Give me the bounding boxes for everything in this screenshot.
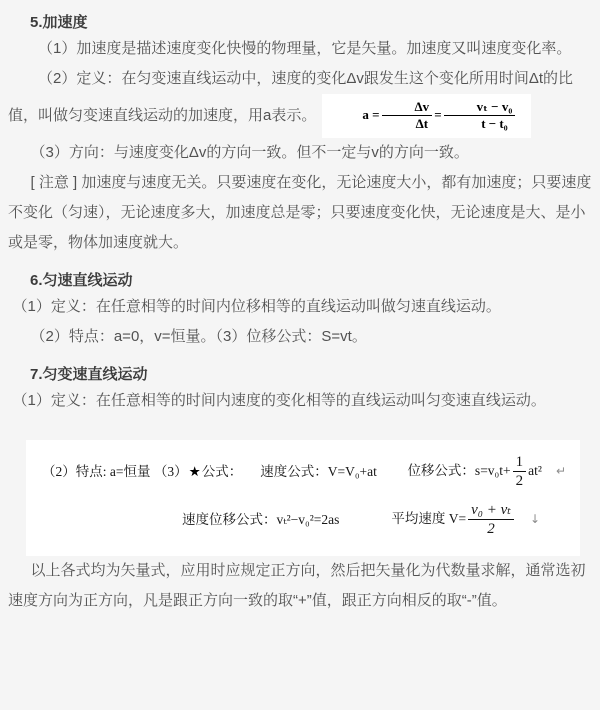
- star-icon: ★: [188, 463, 201, 480]
- section-7-heading: 7.匀变速直线运动: [30, 365, 148, 383]
- section5-note: [ 注意 ] 加速度与速度无关。只要速度在变化，无论速度大小，都有加速度；只要速度不变化（匀速），无论速度多大，加速度总是零；只要速度变化快，无论速度是大、是小或是零，物体加速度就大。: [8, 173, 592, 251]
- delta-v-over-delta-t-fraction: $\frac{\Delta v}{\Delta t}$: [382, 100, 433, 132]
- vt-minus-v0-over-t-fraction: $\frac{\text{vₜ − v₀}}{\text{t − t₀}}$: [444, 100, 516, 132]
- line1-left-group: [42, 464, 377, 480]
- velocity-displacement-formula: 速度位移公式：vₜ²−v₀²=2as: [182, 511, 340, 527]
- formulas-line-1: [42, 454, 566, 490]
- displacement-formula-group: [407, 454, 566, 490]
- average-velocity-fraction: $\frac{\text{v₀ + vₜ}}{2}$: [468, 502, 514, 538]
- displacement-label: 位移公式：s=v₀t+: [407, 462, 511, 478]
- section5-point2: [8, 64, 592, 138]
- section7-point1: （1）定义：在任意相等的时间内速度的变化相等的直线运动叫匀变速直线运动。: [12, 391, 546, 409]
- section6-point1: （1）定义：在任意相等的时间内位移相等的直线运动叫做匀速直线运动。: [12, 297, 501, 315]
- average-velocity-label: 平均速度 V=: [391, 510, 467, 526]
- section6-point2: （2）特点：a=0，v=恒量。（3）位移公式：S=vt。: [30, 327, 367, 345]
- down-arrow-mark-icon: ↓: [529, 511, 541, 526]
- formula-lhs: a =: [362, 106, 380, 122]
- section-5-heading: 5.加速度: [30, 14, 88, 31]
- acceleration-formula-image: [322, 94, 531, 138]
- feature-label: （2）特点: a=恒量 （3）: [42, 463, 188, 479]
- one-half-fraction: $\frac{1}{2}$: [513, 454, 527, 490]
- section5-point2-text: （2）定义：在匀变速直线运动中，速度的变化Δv跟发生这个变化所用时间Δt的比值，叫做匀变速直线运动的加速度，用a表示。: [8, 70, 574, 124]
- return-mark-icon: ↵: [555, 463, 566, 478]
- formula-word: 公式：: [201, 463, 243, 479]
- formula-equals: =: [434, 106, 442, 122]
- closing-paragraph: 以上各式均为矢量式，应用时应规定正方向，然后把矢量化为代数量求解，通常选初速度方向为正方向，凡是跟正方向一致的取“+”值，跟正方向相反的取“-”值。: [8, 561, 586, 609]
- velocity-formula: 速度公式：V=V₀+at: [260, 463, 377, 479]
- section-6-heading: 6.匀速直线运动: [30, 271, 133, 289]
- section5-point3: （3）方向：与速度变化Δv的方向一致。但不一定与v的方向一致。: [30, 143, 469, 161]
- section5-point1: （1）加速度是描述速度变化快慢的物理量，它是矢量。加速度又叫速度变化率。: [38, 40, 572, 57]
- section7-formulas-image: [26, 440, 580, 556]
- average-velocity-group: [391, 502, 540, 538]
- displacement-tail: at²: [528, 462, 542, 478]
- formulas-line-2: [42, 502, 566, 538]
